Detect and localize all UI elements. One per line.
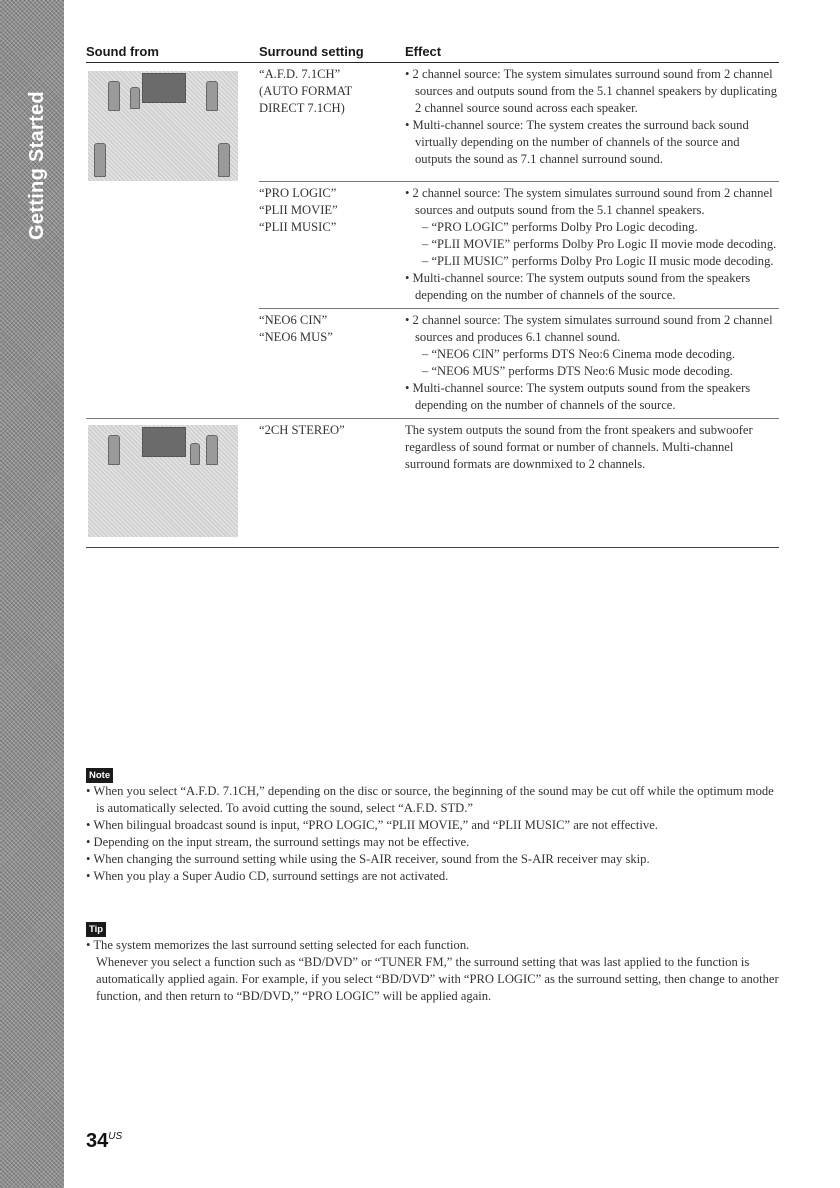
header-effect: Effect bbox=[405, 44, 442, 59]
setting-name: “PLII MUSIC” bbox=[259, 220, 337, 234]
tv-icon bbox=[142, 73, 186, 103]
tip-paragraph: Whenever you select a function such as “BD/DVD” or “TUNER FM,” the surround setting that was last applied to the function is automatically applied again. For example, if you select “BD/DVD” with “PRO LOGIC” as the surround setting, then change to another function, and then return to “BD/DVD,” “PRO LOGIC” will be applied again. bbox=[96, 955, 779, 1003]
section-label: Getting Started bbox=[26, 91, 48, 240]
effect-cell bbox=[405, 181, 779, 308]
speaker-layout-2ch-illustration bbox=[88, 425, 238, 537]
effect-subitem: – “PLII MOVIE” performs Dolby Pro Logic II movie mode decoding. bbox=[422, 237, 777, 251]
table-row bbox=[86, 418, 779, 547]
page-number bbox=[86, 1130, 122, 1153]
speaker-icon bbox=[94, 143, 106, 177]
sound-from-cell bbox=[86, 63, 259, 181]
effect-cell bbox=[405, 63, 779, 181]
speaker-icon bbox=[206, 435, 218, 465]
note-item: • When bilingual broadcast sound is input, “PRO LOGIC,” “PLII MOVIE,” and “PLII MUSIC” are not effective. bbox=[86, 818, 658, 832]
note-item: • When you select “A.F.D. 7.1CH,” depending on the disc or source, the beginning of the sound may be cut off while the optimum mode is automatically selected. To avoid cutting the sound, select “A.F.D. STD.” bbox=[86, 784, 774, 815]
table-bottom-rule bbox=[86, 547, 779, 548]
note-section bbox=[86, 766, 779, 885]
note-item: • When changing the surround setting while using the S-AIR receiver, sound from the S-AIR receiver may skip. bbox=[86, 852, 650, 866]
effect-subitem: – “PRO LOGIC” performs Dolby Pro Logic decoding. bbox=[422, 220, 698, 234]
tv-icon bbox=[142, 427, 186, 457]
speaker-icon bbox=[108, 435, 120, 465]
setting-name: “NEO6 MUS” bbox=[259, 330, 333, 344]
speaker-icon bbox=[108, 81, 120, 111]
speaker-icon bbox=[190, 443, 200, 465]
speaker-icon bbox=[206, 81, 218, 111]
effect-cell bbox=[405, 419, 779, 547]
table-row bbox=[86, 308, 779, 418]
effect-subitem: – “NEO6 MUS” performs DTS Neo:6 Music mode decoding. bbox=[422, 364, 733, 378]
effect-bullet: • 2 channel source: The system simulates surround sound from 2 channel sources and produces 6.1 channel sound. bbox=[405, 313, 773, 344]
effect-bullet: • Multi-channel source: The system creates the surround back sound virtually depending on the number of channels of the source and outputs the sound as 7.1 channel surround sound. bbox=[405, 118, 749, 166]
effect-bullet: • 2 channel source: The system simulates surround sound from 2 channel sources and outputs sound from the 5.1 channel speakers by duplicating 2 channel source sound across each speaker. bbox=[405, 67, 777, 115]
surround-setting-cell bbox=[259, 308, 405, 418]
tip-label: Tip bbox=[86, 922, 106, 937]
speaker-icon bbox=[218, 143, 230, 177]
effect-text: The system outputs the sound from the front speakers and subwoofer regardless of sound format or number of channels. Multi-channel surround formats are downmixed to 2 channels. bbox=[405, 423, 753, 471]
setting-name: “NEO6 CIN” bbox=[259, 313, 328, 327]
setting-name: “A.F.D. 7.1CH” bbox=[259, 67, 341, 81]
table-row bbox=[86, 181, 779, 308]
surround-setting-cell bbox=[259, 63, 405, 181]
header-surround-setting: Surround setting bbox=[259, 44, 364, 59]
tip-item: • The system memorizes the last surround setting selected for each function. bbox=[86, 938, 470, 952]
effect-bullet: • 2 channel source: The system simulates surround sound from 2 channel sources and outputs sound from the 5.1 channel speakers. bbox=[405, 186, 773, 217]
setting-name: DIRECT 7.1CH) bbox=[259, 101, 345, 115]
surround-table bbox=[86, 44, 779, 548]
page-number-value: 34 bbox=[86, 1130, 109, 1152]
section-sidebar bbox=[0, 0, 64, 1188]
note-label: Note bbox=[86, 768, 113, 783]
table-row bbox=[86, 63, 779, 181]
note-item: • When you play a Super Audio CD, surround settings are not activated. bbox=[86, 869, 449, 883]
effect-subitem: – “NEO6 CIN” performs DTS Neo:6 Cinema mode decoding. bbox=[422, 347, 736, 361]
setting-name: (AUTO FORMAT bbox=[259, 84, 353, 98]
speaker-icon bbox=[130, 87, 140, 109]
effect-bullet: • Multi-channel source: The system outputs sound from the speakers depending on the number of channels of the source. bbox=[405, 381, 751, 412]
speaker-layout-7-1-illustration bbox=[88, 71, 238, 181]
effect-cell bbox=[405, 308, 779, 418]
setting-name: “2CH STEREO” bbox=[259, 423, 345, 437]
header-sound-from: Sound from bbox=[86, 44, 159, 59]
surround-setting-cell bbox=[259, 419, 405, 547]
surround-setting-cell bbox=[259, 181, 405, 308]
page-number-suffix: US bbox=[108, 1131, 123, 1142]
table-header bbox=[86, 44, 779, 63]
effect-subitem: – “PLII MUSIC” performs Dolby Pro Logic II music mode decoding. bbox=[422, 254, 774, 268]
setting-name: “PRO LOGIC” bbox=[259, 186, 337, 200]
setting-name: “PLII MOVIE” bbox=[259, 203, 338, 217]
effect-bullet: • Multi-channel source: The system outputs sound from the speakers depending on the number of channels of the source. bbox=[405, 271, 751, 302]
sound-from-cell bbox=[86, 419, 259, 547]
tip-section bbox=[86, 920, 779, 1005]
note-item: • Depending on the input stream, the surround settings may not be effective. bbox=[86, 835, 470, 849]
